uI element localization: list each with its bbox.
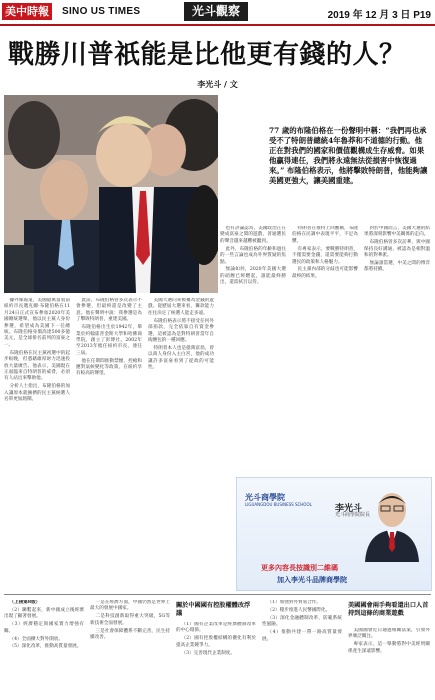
newspaper-logo: 美中時報 [2, 3, 52, 20]
paragraph: 特朗普本人也是億萬富翁，曾以商人身份入主白宮，他的成功讓許多富豪看到了從政的可能性。 [148, 345, 214, 371]
paragraph: 布隆伯格表示將不接受任何外部捐款，完全依靠自有資金參選，這被認為是對特朗普當年自掏腰包的一種回應。 [148, 318, 214, 343]
paragraph: 有專家表示，要戰勝特朗普，不僅需要金錢，還需要能夠打動選民的政策和人格魅力。 [292, 246, 358, 265]
article-byline: 李光斗 / 文 [197, 80, 238, 89]
paragraph: 布隆伯格在民主黨初選中的起步較晚，但憑藉雄厚財力迅速投放大量廣告。他表示，美國現在正面臨來自特朗普的威脅，必須有人站出來擊敗他。 [4, 350, 70, 382]
body-column-4 [220, 226, 286, 472]
paragraph: 也有評論認為，美國政治正在變成富豪之間的遊戲，普通選民的聲音越來越難被聽到。 [220, 226, 286, 244]
paragraph: 此前，布隆伯格曾多次表示不會參選，但最終還是改變了主意。他在聲明中說：我參選是為了擊敗特朗普，重建美國。 [76, 298, 142, 323]
ad-logo-subtitle: LIGUANGDOU BUSINESS SCHOOL [245, 502, 312, 507]
paragraph: （1）國有企業改革是經濟體制改革的中心環節。 [176, 622, 256, 634]
paragraph: （5）深化改革，推動高質量發展。 [9, 644, 82, 650]
portrait-photo [359, 486, 425, 562]
section-divider [4, 594, 431, 595]
paragraph: （3）深化金融體制改革，防範系統性風險。 [262, 615, 342, 628]
paragraph: 此外，布隆伯格的年齡和過往的一些言論也成為外界質疑的焦點。 [220, 246, 286, 265]
bottom-subheading-2: 美國國會兩手夠看還出口人首持到這條的商業遊戲 [348, 602, 429, 617]
paragraph: 專家表示，這一舉動將對中美經貿關係產生深遠影響。 [348, 642, 430, 654]
paragraph: 他在任期間推動禁煙、控槍和應對氣候變化等政策，在紐約享有較高的聲望。 [76, 358, 142, 377]
paragraph: 布隆伯格曾多次訪華，與中國保持良好溝通，被認為是相對溫和的對華派。 [364, 240, 430, 259]
paragraph: （3）完善現代企業制度。 [181, 650, 235, 656]
bottom-column-1 [4, 600, 84, 698]
article-headline: 戰勝川普祇能是比他更有錢的人？ [8, 40, 406, 70]
paragraph: 特朗普在推特上回應稱，布隆伯格在民調中表現平平，不足為懼。 [292, 226, 358, 244]
paragraph: （4）推動共建一帶一路高質量發展。 [262, 630, 342, 642]
paragraph: （2）穩步推進人民幣國際化。 [267, 607, 331, 613]
paragraph: 民主黨內部的分歧也可能影響最終的結果。 [292, 267, 358, 279]
ad-name-title: 光斗商學院院長 [335, 512, 371, 518]
ad-join-link[interactable]: 加入李光斗品牌商學院 [277, 576, 347, 584]
ad-name-label: 李光斗 [335, 504, 363, 514]
body-column-3 [148, 298, 214, 590]
body-column-1 [4, 298, 70, 590]
body-column-5 [292, 226, 358, 472]
ad-logo: 光斗商學院 [245, 493, 285, 502]
body-column-6 [364, 226, 430, 472]
paragraph: 分析人士指出，布隆伯格的加入讓原本就擁擠的民主黨候選人名單更加熱鬧。 [4, 384, 70, 403]
bottom-column-3 [176, 622, 256, 698]
paragraph: 據外媒報道，美國億萬富翁前紐約市長邁克爾·布隆伯格在11月24日正式宣布參加2020年美國總統選舉，他以民主黨人身份參選，希望成為美國下一任總統。布隆伯格身價高達500多億美元，是全球排名前列的富豪之一。 [4, 298, 70, 348]
bottom-column-4 [262, 600, 342, 698]
section-label: 光斗觀察 [184, 2, 248, 21]
paragraph: （上接第8版） [9, 600, 41, 605]
issue-date: 2019 年 12 月 3 日 P19 [327, 10, 431, 21]
pull-quote: 77 歲的布隆伯格在一份聲明中稱：“我們再也承受不了特朗普總統4年魯莽和不道德的行動。他正在對我們的國家和價值觀構成生存威脅。如果他贏得連任，我們將永遠無法從損害中恢復過來。” 布隆伯格表示，他將擊敗特朗普，他能夠讓美國更強大，讓美國重建。 [269, 126, 428, 185]
paragraph: （1）加強對外貿易合作。 [267, 600, 321, 605]
business-school-ad[interactable] [236, 477, 432, 591]
paragraph: 一是在經濟方面，中國仍然是世界上最大的發展中國家。 [90, 600, 170, 612]
paragraph: （2）國有控股權結構的優化有利於提高企業競爭力。 [176, 636, 256, 648]
crowd-photo-illustration [4, 95, 218, 293]
paragraph: 美國國會近日通過相關法案，引發外界廣泛關注。 [348, 628, 430, 640]
paragraph: 無論誰當選，中美之間的博弈都將持續。 [364, 261, 430, 273]
bottom-subheading: 關於中國國有控股權體改浮議 [176, 602, 251, 617]
bottom-column-5 [348, 628, 430, 698]
paragraph: 美國大選向來被稱為金錢的遊戲。從歷屆大選來看，籌款能力往往決定了候選人能走多遠。 [148, 298, 214, 316]
ad-call-to-action[interactable]: 更多內容長按識別二維碼 [261, 564, 338, 572]
paragraph: （4）全面擴大對外開放。 [9, 636, 63, 642]
article-photo [4, 95, 218, 293]
body-column-2 [76, 298, 142, 590]
masthead [0, 0, 435, 26]
paragraph: （3）經濟穩定與國家實力增強有關。 [4, 622, 84, 634]
paragraph: （2）聯繫起來，新中國成立後經濟出現了顯著發展。 [4, 607, 84, 620]
paragraph: 無論如何，2020年美國大選的硝煙已經燃起，誰能最終勝出，還需拭目以待。 [220, 267, 286, 286]
bottom-column-2 [90, 600, 170, 698]
paragraph: 三是社會保障體系不斷完善，民生持續改善。 [90, 628, 170, 641]
publication-name: SINO US TIMES [62, 6, 141, 17]
paragraph: 二是科技創新取得重大突破，5G等新技術全面發展。 [90, 614, 170, 626]
paragraph: 對於中國而言，美國大選的結果將深刻影響中美關係的走向。 [364, 226, 430, 238]
paragraph: 布隆伯格出生於1942年，畢業於約翰霍普金斯大學和哈佛商學院，創立了彭博社。2002年至2013年擔任紐約市長，連任三屆。 [76, 325, 142, 356]
